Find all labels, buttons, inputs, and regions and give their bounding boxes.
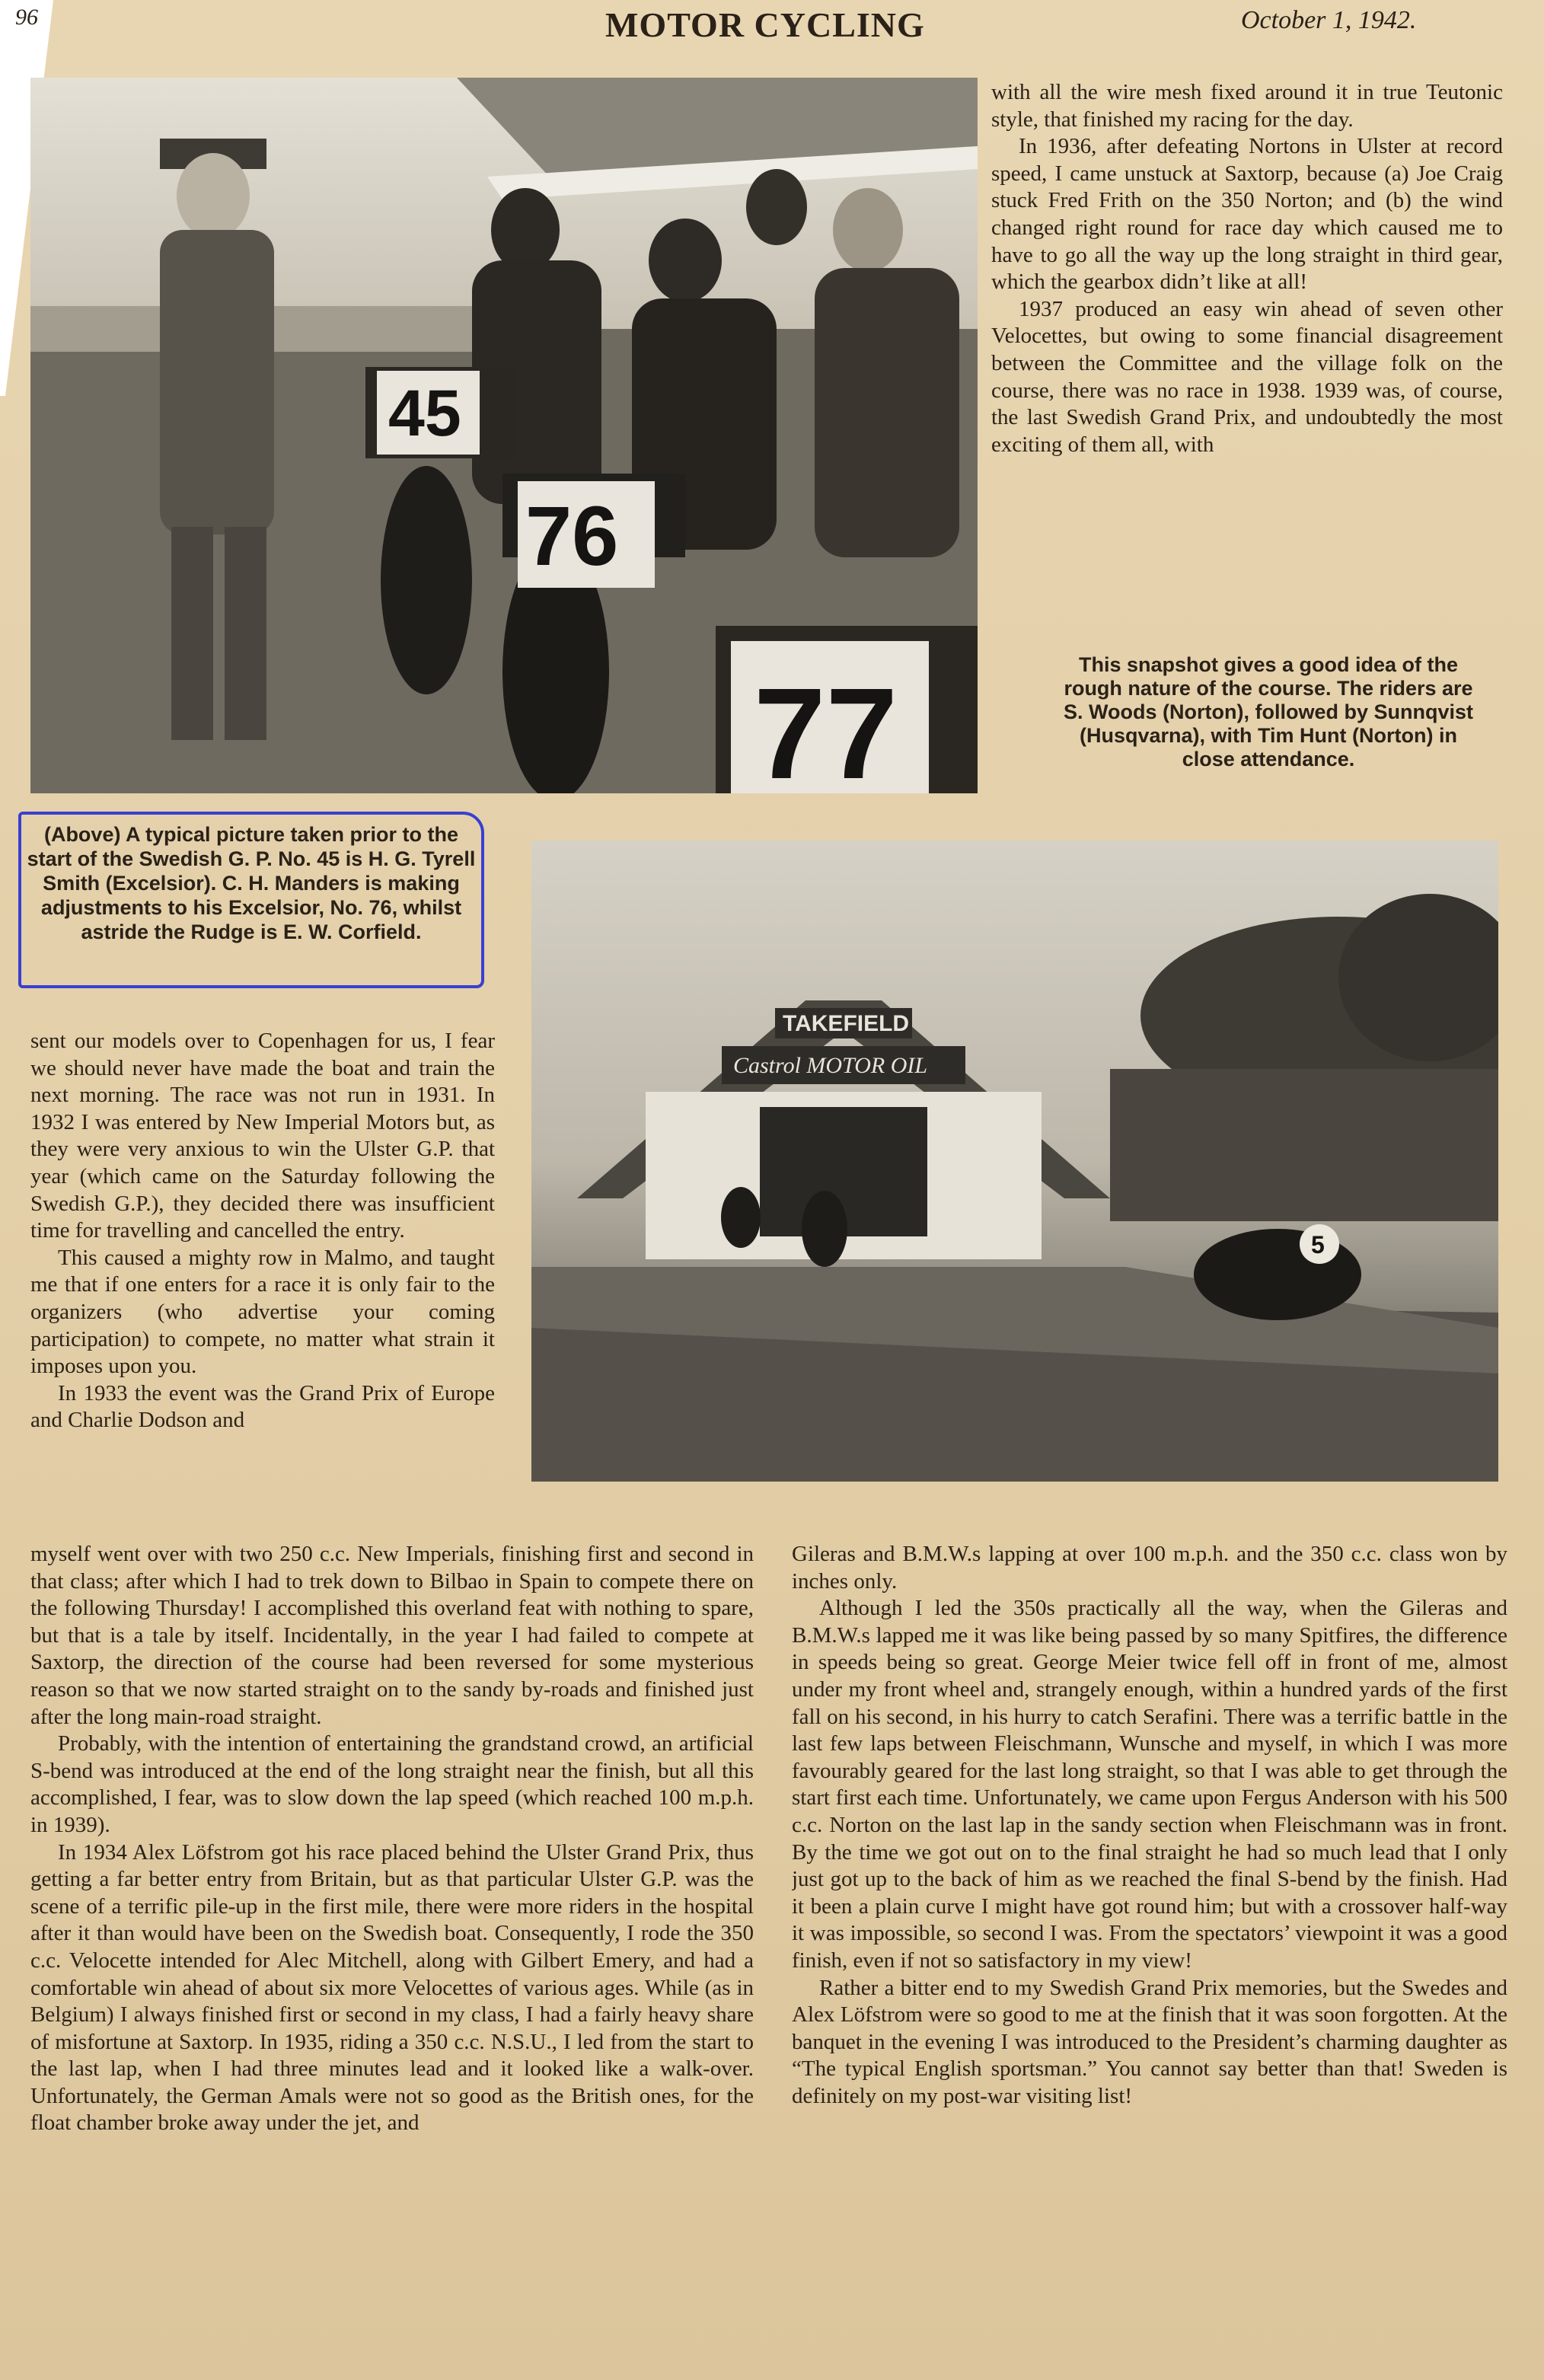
article-column-top-right (991, 79, 1503, 627)
photo-start-line (30, 78, 978, 793)
plate-number-76: 76 (525, 490, 619, 583)
magazine-title: MOTOR CYCLING (605, 5, 925, 44)
article-column-bottom-right (792, 1541, 1507, 2371)
article-column-bottom-left (30, 1541, 754, 2371)
paragraph: myself went over with two 250 c.c. New Imperials, finishing first and second in that class; after which I had to trek down to Bilbao in Spain to compete there on the following Thursday! I accomplished this overland feat with nothing to spare, but that is a tale by itself. Incidentally, in the year I had failed to compete at Saxtorp, the direction of the course had been reversed for some mysterious reason so that we now started straight on to the sandy by-roads and finished just after the long main-road straight. (30, 1542, 754, 1729)
photo-start-line-image (30, 78, 978, 793)
plate-number-77: 77 (754, 662, 898, 793)
banner-text-oil: Castrol MOTOR OIL (733, 1053, 928, 1078)
paragraph: Rather a bitter end to my Swedish Grand Prix memories, but the Swedes and Alex Löfstrom were so good to me at the finish that it was soon forgotten. At the banquet in the evening I was introduced to the President’s charming daughter as “The typical English sportsman.” You cannot say better than that! Sweden is definitely on my post-war visiting list! (792, 1975, 1507, 2108)
paragraph: Gileras and B.M.W.s lapping at over 100 m.p.h. and the 350 c.c. class won by inches only. (792, 1542, 1507, 1594)
paragraph: with all the wire mesh fixed around it in true Teutonic style, that finished my racing for the day. (991, 80, 1503, 132)
caption-course-snapshot: This snapshot gives a good idea of the rough nature of the course. The riders are S. Woods (Norton), followed by Sunnqvist (Husqvarna), with Tim Hunt (Norton) in close attendance. (1064, 653, 1473, 770)
paragraph: sent our models over to Copenhagen for us, I fear we should never have made the boat and train the next morning. The race was not run in 1931. In 1932 I was entered by New Imperial Motors but, as they were very anxious to win the Ulster G.P. that year (which came on the Saturday following the Swedish G.P.), they decided there was insufficient time for travelling and cancelled the entry. (30, 1029, 495, 1243)
photo-race-course (531, 841, 1498, 1482)
paragraph: In 1934 Alex Löfstrom got his race placed behind the Ulster Grand Prix, thus getting a far better entry from Britain, but as that particular Ulster G.P. was the scene of a terrific pile-up in the first mile, there were more riders in the hospital after it than would have been on the Swedish boat. Consequently, I rode the 350 c.c. Velocette intended for Alec Mitchell, along with Gilbert Emery, and had a comfortable win ahead of about six more Velocettes of various ages. While (as in Belgium) I always finished first or second in my class, I had a fairly heavy share of misfortune at Saxtorp. In 1935, riding a 350 c.c. N.S.U., I led from the start to the last lap, when I had three minutes lead and it looked like a walk-over. Unfortunately, the German Amals were not so good as the British ones, for the float chamber broke away under the jet, and (30, 1839, 754, 2136)
photo-race-course-image (531, 841, 1498, 1482)
paragraph: 1937 produced an easy win ahead of seven other Velocettes, but owing to some financial disagreement between the Committee and the village folk on the course, there was no race in 1938. 1939 was, of course, the last Swedish Grand Prix, and undoubtedly the most exciting of them all, with (991, 296, 1503, 457)
paragraph: In 1936, after defeating Nortons in Ulster at record speed, I came unstuck at Saxtorp, because (a) Joe Craig stuck Fred Frith on the 350 Norton; and (b) the wind changed right round for race day which caused me to have to go all the way up the long straight in third gear, which the gearbox didn’t like at all! (991, 134, 1503, 295)
paragraph: Probably, with the intention of entertaining the grandstand crowd, an artificial S-bend was introduced at the end of the long straight near the finish, but all this accomplished, I fear, was to slow down the lap speed (which reached 100 m.p.h. in 1939). (30, 1731, 754, 1837)
article-column-left-mid (30, 1028, 495, 1530)
issue-date: October 1, 1942. (1241, 6, 1417, 34)
paragraph: This caused a mighty row in Malmo, and taught me that if one enters for a race it is only fair to the organizers (who advertise your coming participation) to compete, no matter what strain it imposes upon you. (30, 1245, 495, 1379)
paragraph: Although I led the 350s practically all the way, when the Gileras and B.M.W.s lapped me it was like being passed by so many Spitfires, the difference in speeds being so great. George Meier twice fell off in front of me, almost under my front wheel and, strangely enough, within a hundred yards of the first fall on his second, in his hurry to catch Serafini. There was a terrific battle in the last few laps between Fleischmann, Wunsche and myself, in which I was more favourably geared for the last long straight, so that I was able to get through the start first each time. Unfortunately, we came upon Fergus Anderson with his 500 c.c. Norton on the last lap in the sandy section when Fleischmann was in front. By the time we got out on to the final straight he had so much lead that I only just got up to the back of him as we reached the final S-bend by the finish. Had it been a plain curve I might have got round him; but with a crossover half-way it was impossible, so second I was. From the spectators’ viewpoint it was a good finish, even if not so satisfactory in my view! (792, 1596, 1507, 1973)
page-number: 96 (15, 5, 38, 30)
banner-text-top: TAKEFIELD (783, 1011, 910, 1036)
paragraph: In 1933 the event was the Grand Prix of Europe and Charlie Dodson and (30, 1380, 495, 1433)
plate-number-45: 45 (388, 377, 461, 450)
rider-number-5: 5 (1311, 1231, 1325, 1259)
caption-start-line: (Above) A typical picture taken prior to the start of the Swedish G. P. No. 45 is H. G. Tyrell Smith (Excelsior). C. H. Manders is making adjustments to his Excelsior, No. 76, whilst astride the Rudge is E. W. Corfield. (18, 812, 484, 988)
